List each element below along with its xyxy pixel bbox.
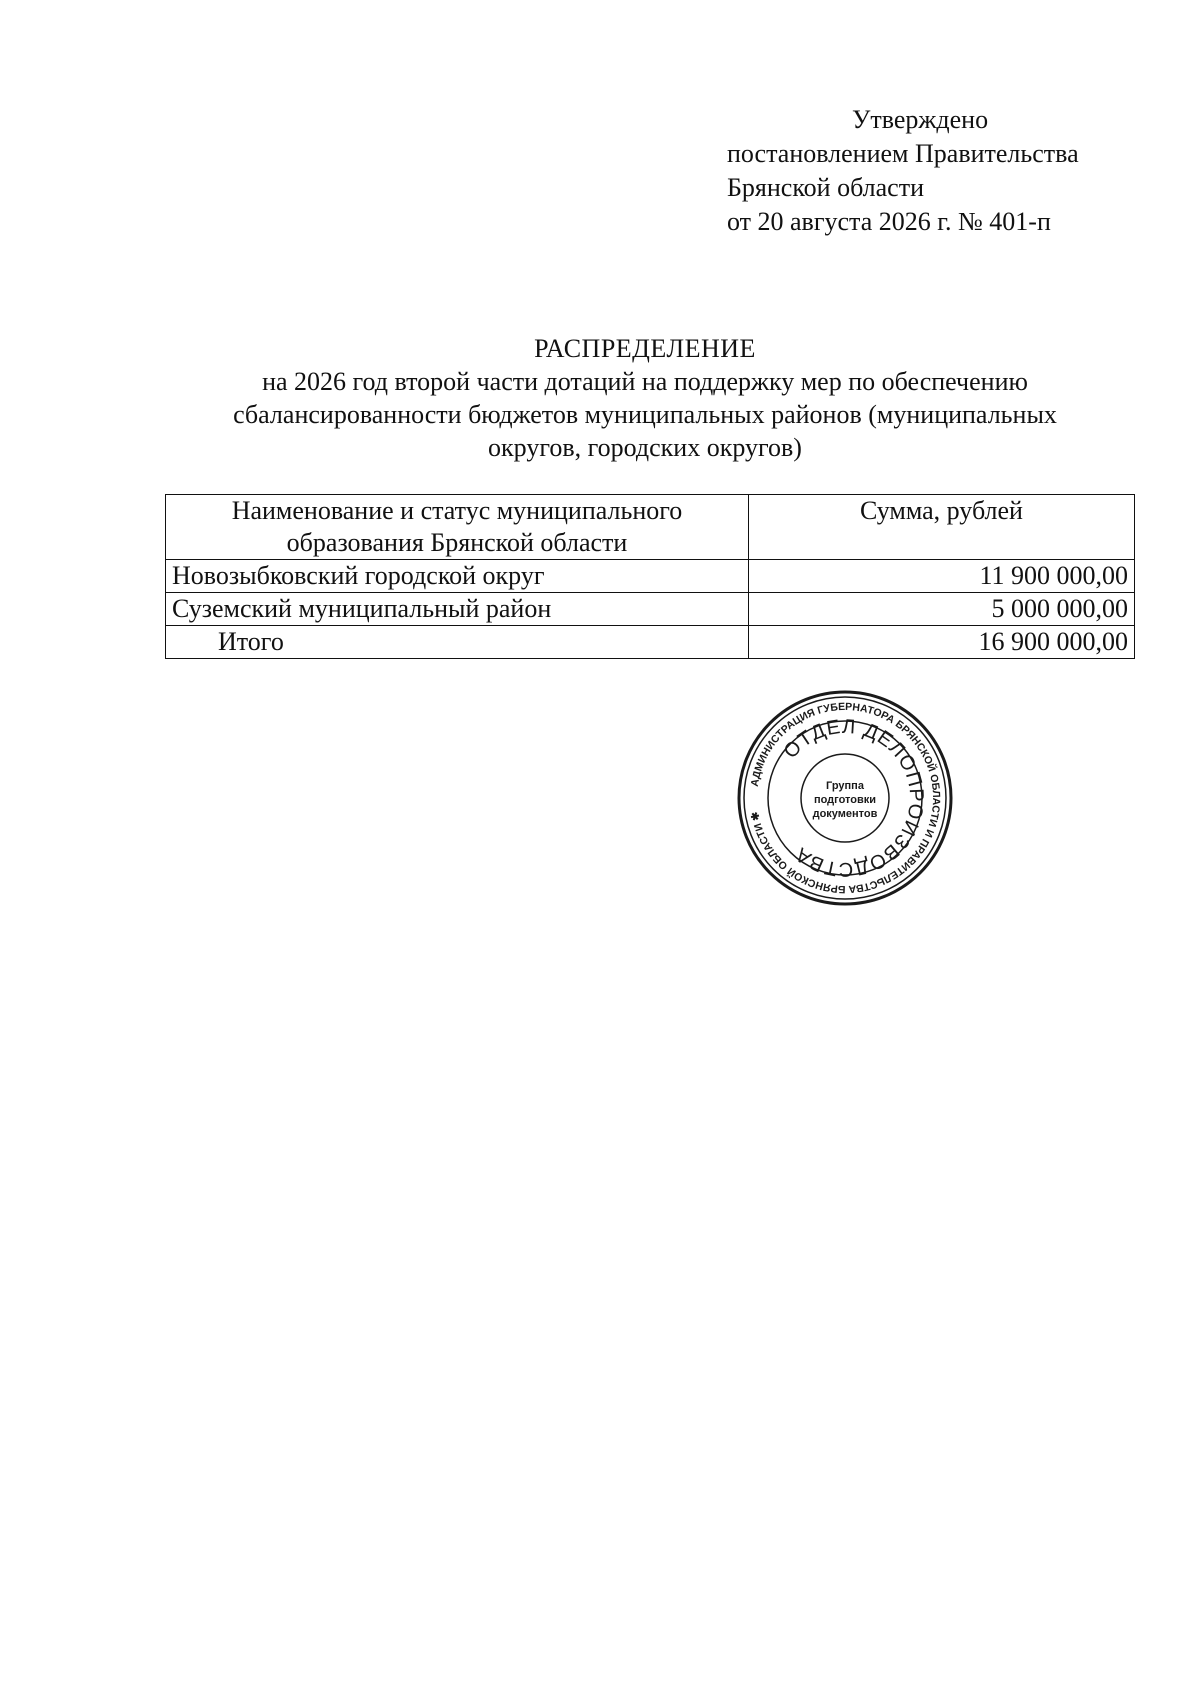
total-label: Итого (166, 626, 749, 659)
stamp-outer-text: АДМИНИСТРАЦИЯ ГУБЕРНАТОРА БРЯНСКОЙ ОБЛАСТИ И ПРАВИТЕЛЬСТВА БРЯНСКОЙ ОБЛАСТИ ✱ (748, 700, 943, 896)
header-municipality-line-2: образования Брянской области (286, 528, 628, 557)
approval-date-number: от 20 августа 2026 г. № 401-п (727, 207, 1051, 236)
stamp-middle-text: ОТДЕЛ ДЕЛОПРОИЗВОДСТВА (779, 715, 928, 881)
header-municipality (166, 495, 749, 560)
row-sum: 11 900 000,00 (749, 560, 1135, 593)
stamp-center-line-3: документов (812, 808, 878, 820)
office-stamp (735, 688, 955, 908)
stamp-center-line-1: Группа (826, 780, 864, 792)
approval-region-line: Брянской области (727, 173, 924, 202)
approval-decree-line: постановлением Правительства (727, 139, 1079, 168)
table-header-row (166, 495, 1135, 560)
row-sum: 5 000 000,00 (749, 593, 1135, 626)
header-sum: Сумма, рублей (749, 495, 1135, 560)
table-total-row (166, 626, 1135, 659)
title-line-3: округов, городских округов) (488, 433, 802, 462)
table-row (166, 593, 1135, 626)
title-heading: РАСПРЕДЕЛЕНИЕ (534, 334, 756, 363)
header-municipality-line-1: Наименование и статус муниципального (231, 496, 683, 525)
table-row (166, 560, 1135, 593)
title-line-2: сбалансированности бюджетов муниципальных районов (муниципальных (233, 400, 1057, 429)
document-title (150, 332, 1140, 464)
stamp-center-line-2: подготовки (813, 794, 877, 806)
row-name: Новозыбковский городской округ (166, 560, 749, 593)
total-sum: 16 900 000,00 (749, 626, 1135, 659)
approval-label: Утверждено (852, 105, 989, 134)
title-line-1: на 2026 год второй части дотаций на поддержку мер по обеспечению (262, 367, 1028, 396)
approval-block (727, 103, 1079, 239)
row-name: Суземский муниципальный район (166, 593, 749, 626)
distribution-table (165, 494, 1135, 659)
